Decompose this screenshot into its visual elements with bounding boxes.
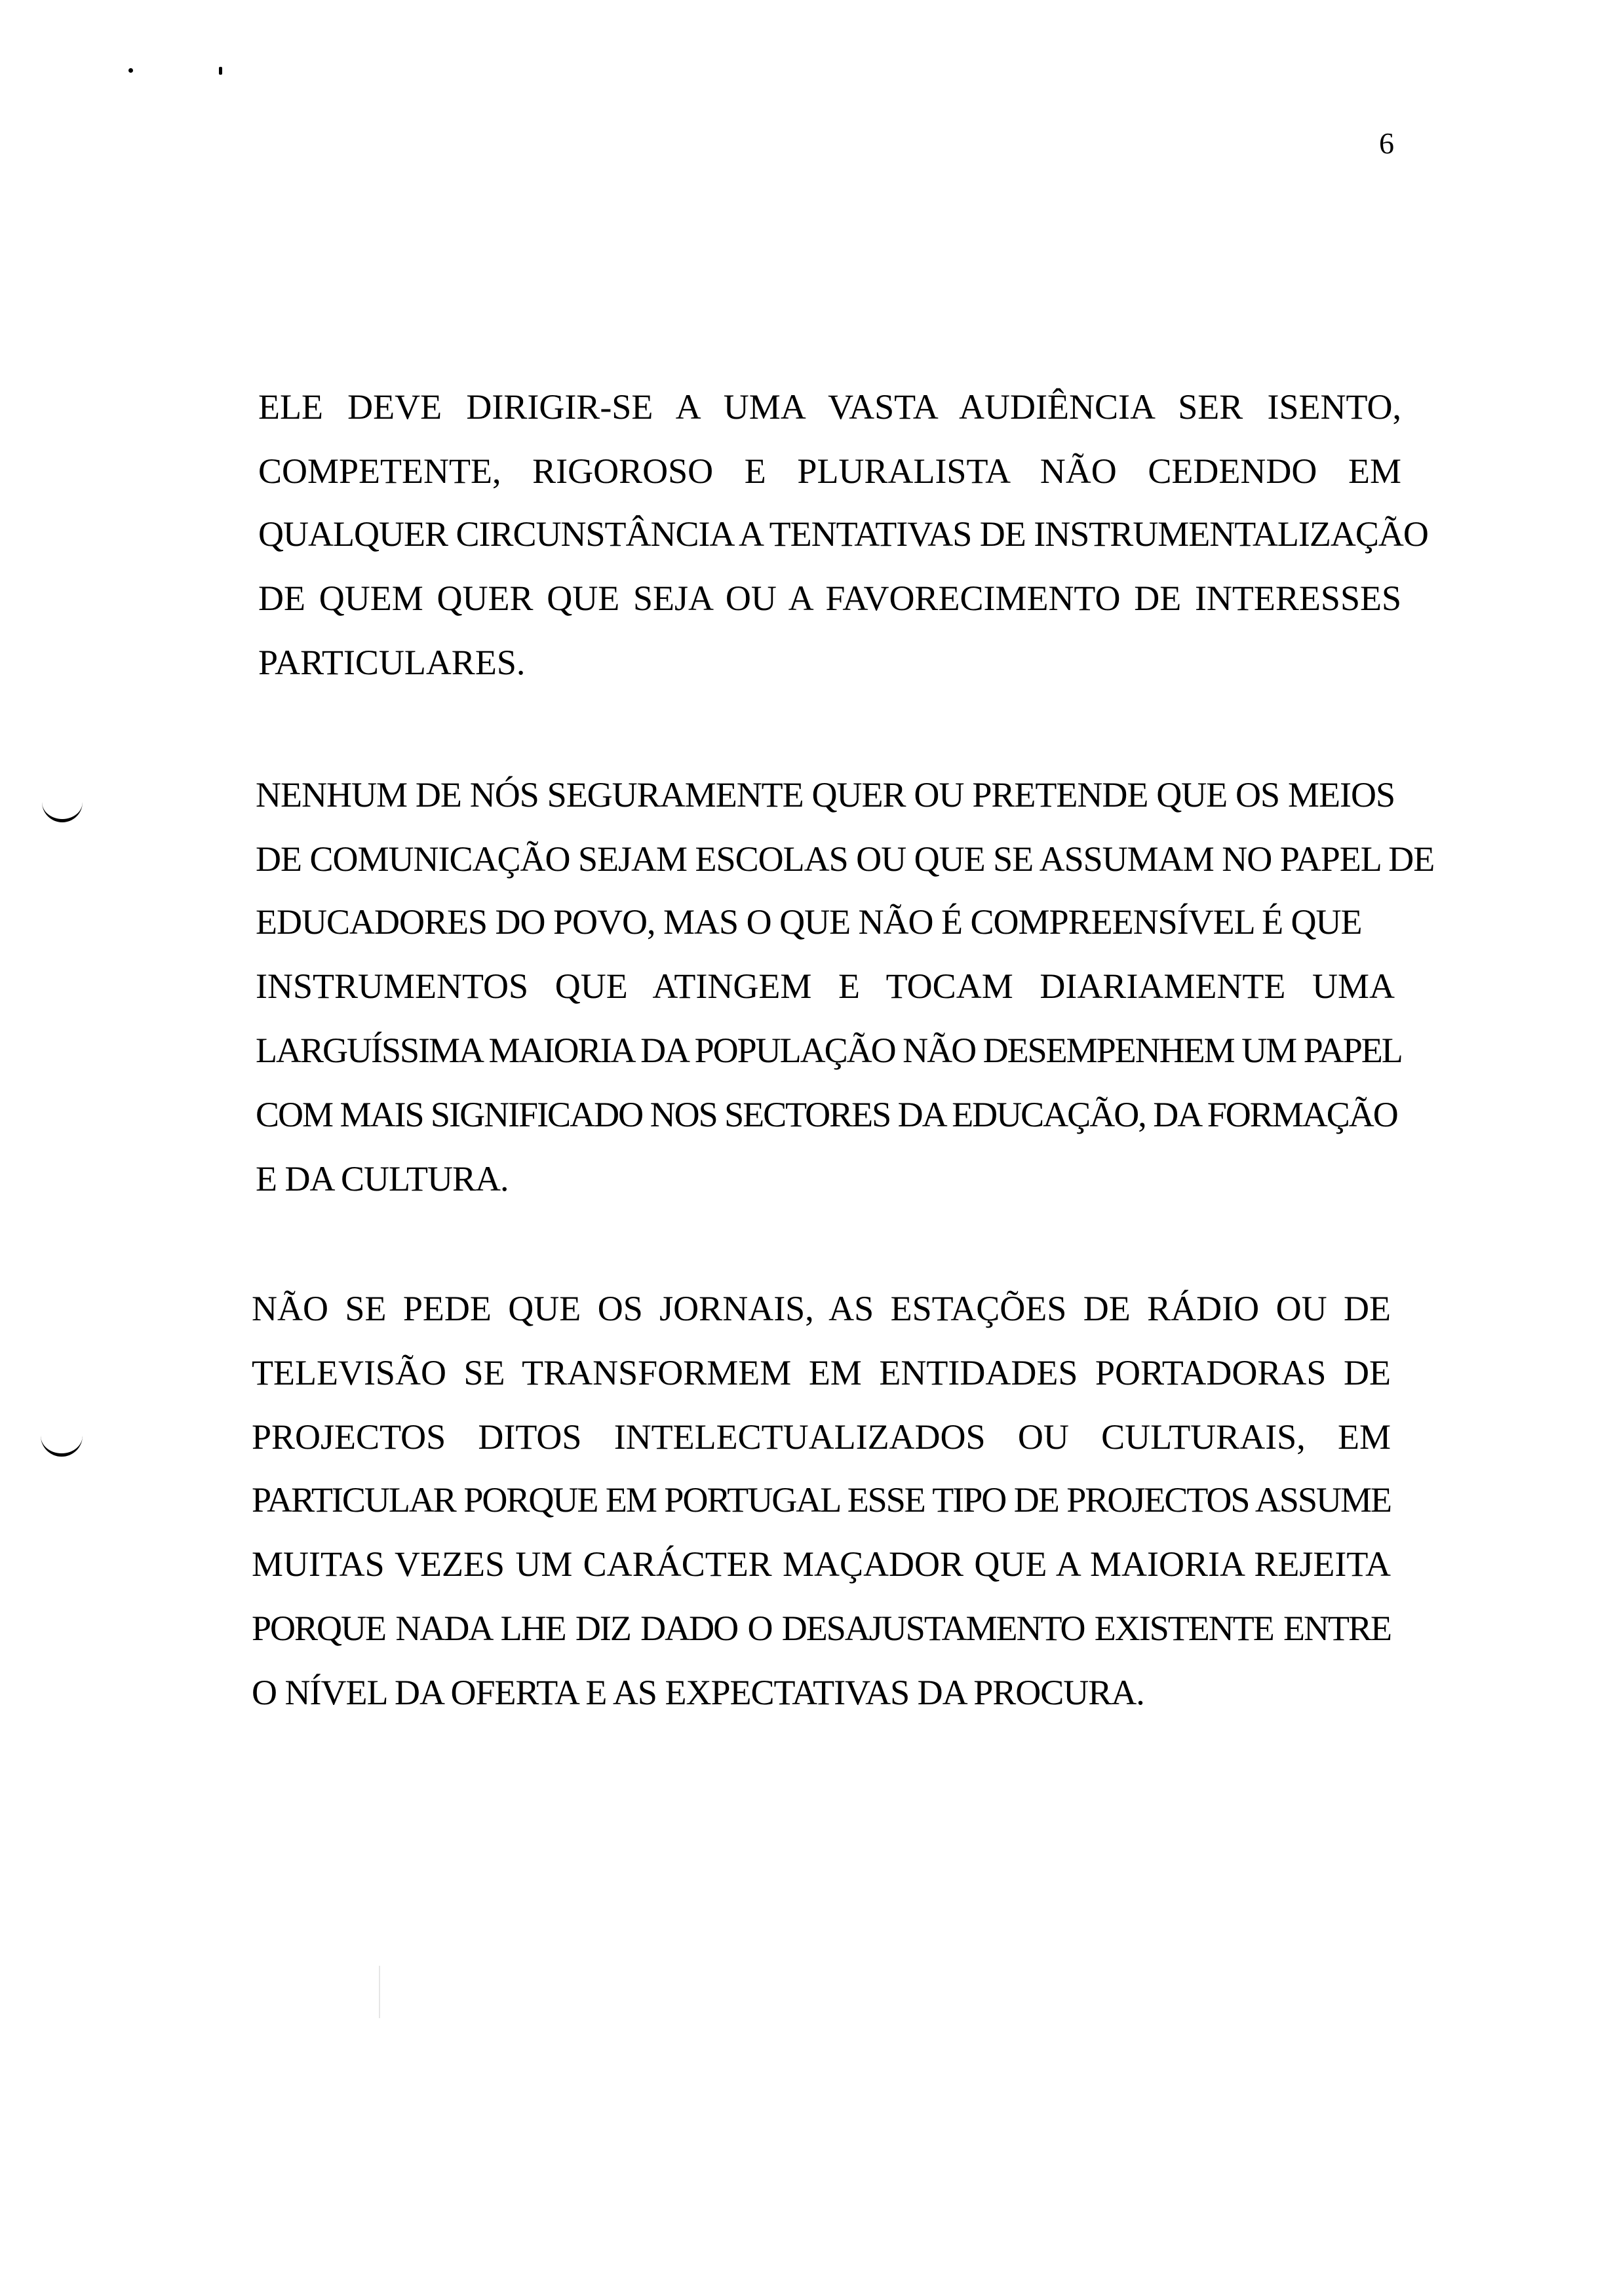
text-line: QUALQUER CIRCUNSTÂNCIA A TENTATIVAS DE INSTRUMENTALIZAÇÃO [258,514,1428,554]
text-line: COM MAIS SIGNIFICADO NOS SECTORES DA EDUCAÇÃO, DA FORMAÇÃO [256,1095,1397,1134]
scan-dot [128,68,133,73]
text-line: INSTRUMENTOS QUE ATINGEM E TOCAM DIARIAMENTE UMA [256,966,1395,1006]
text-line: PROJECTOS DITOS INTELECTUALIZADOS OU CULTURAIS, EM [252,1417,1391,1457]
text-line: TELEVISÃO SE TRANSFORMEM EM ENTIDADES PORTADORAS DE [252,1353,1391,1392]
text-line: E DA CULTURA. [256,1159,509,1198]
scan-dot [219,67,222,75]
text-line: PARTICULAR PORQUE EM PORTUGAL ESSE TIPO DE PROJECTOS ASSUME [252,1480,1391,1520]
text-line: PORQUE NADA LHE DIZ DADO O DESAJUSTAMENTO EXISTENTE ENTRE [252,1609,1391,1648]
text-line: MUITAS VEZES UM CARÁCTER MAÇADOR QUE A MAIORIA REJEITA [252,1544,1391,1584]
text-line: O NÍVEL DA OFERTA E AS EXPECTATIVAS DA PROCURA. [252,1673,1144,1712]
text-line: DE COMUNICAÇÃO SEJAM ESCOLAS OU QUE SE ASSUMAM NO PAPEL DE [256,839,1435,879]
text-line: PARTICULARES. [258,643,526,682]
margin-tick-mark [41,1435,83,1457]
text-line: NENHUM DE NÓS SEGURAMENTE QUER OU PRETENDE QUE OS MEIOS [256,775,1395,814]
page-number: 6 [1379,126,1394,160]
text-line: ELE DEVE DIRIGIR-SE A UMA VASTA AUDIÊNCIA SER ISENTO, [258,387,1401,427]
scan-artifact-line [379,1966,380,2018]
text-line: EDUCADORES DO POVO, MAS O QUE NÃO É COMPREENSÍVEL É QUE [256,902,1362,942]
text-line: DE QUEM QUER QUE SEJA OU A FAVORECIMENTO DE INTERESSES [258,579,1401,618]
text-line: NÃO SE PEDE QUE OS JORNAIS, AS ESTAÇÕES DE RÁDIO OU DE [252,1289,1391,1328]
margin-tick-mark [42,802,83,822]
text-line: COMPETENTE, RIGOROSO E PLURALISTA NÃO CEDENDO EM [258,451,1401,491]
text-line: LARGUÍSSIMA MAIORIA DA POPULAÇÃO NÃO DESEMPENHEM UM PAPEL [256,1031,1402,1070]
